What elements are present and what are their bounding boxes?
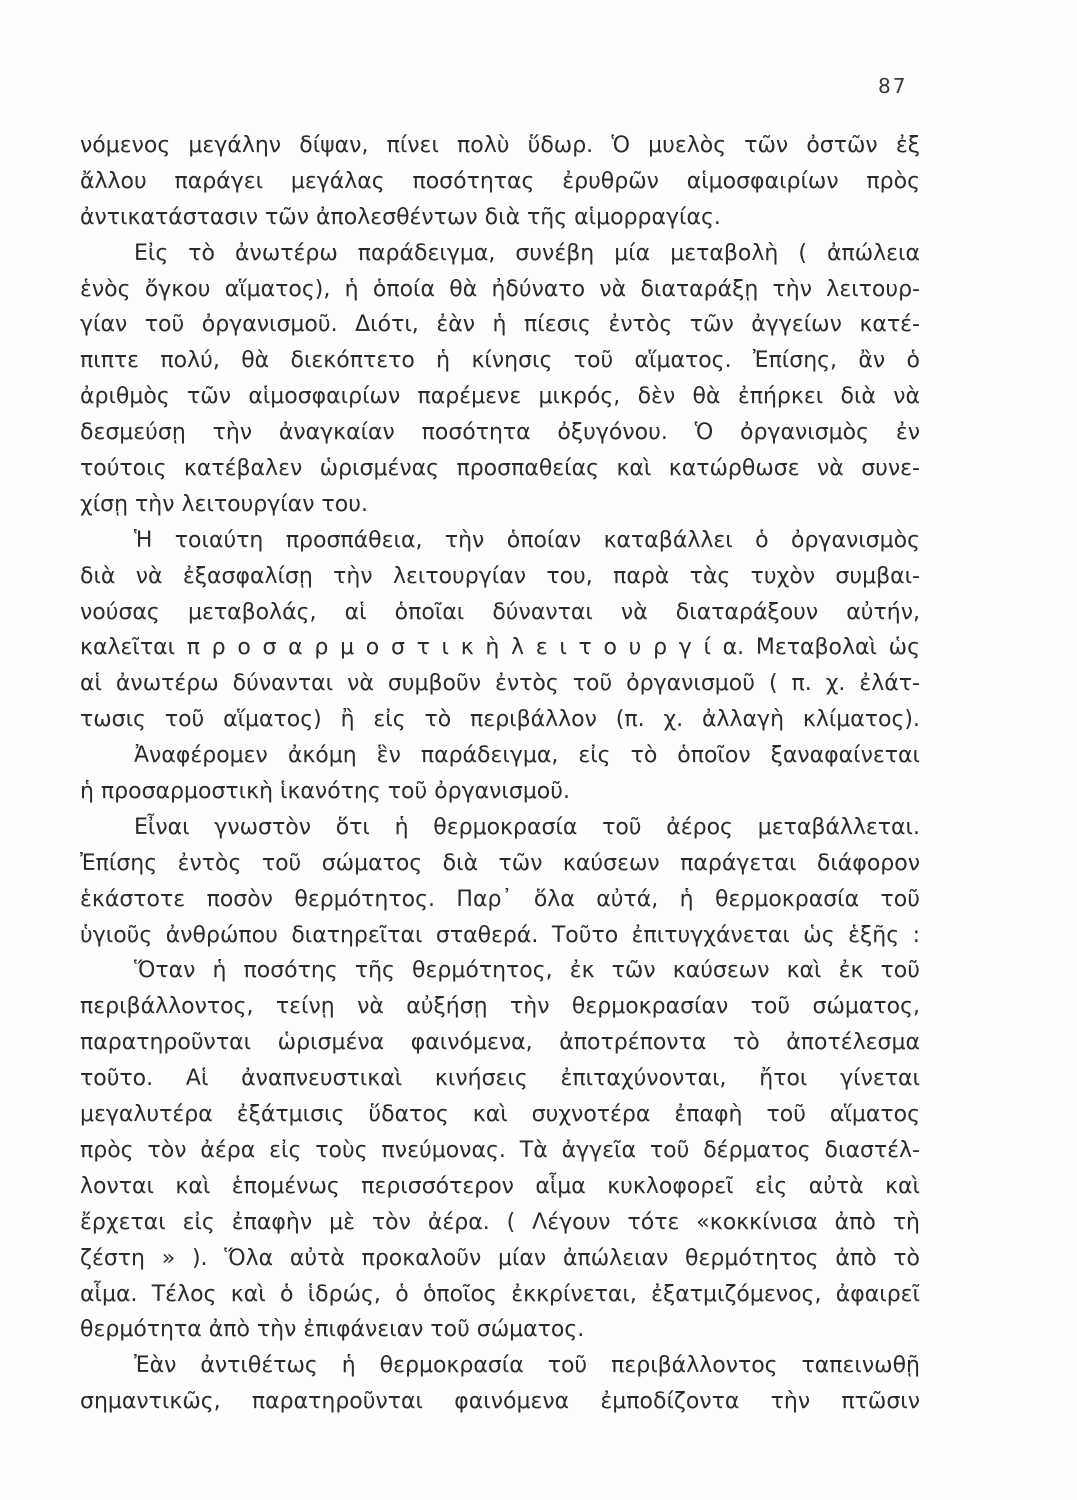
text-line: τούτοις κατέβαλεν ὡρισμένας προσπαθείας καὶ κατώρθωσε νὰ συνε- [80, 456, 920, 482]
text-line: Εἰς τὸ ἀνωτέρω παράδειγμα, συνέβη μία μεταβολὴ ( ἀπώλεια [134, 240, 920, 266]
page-number: 87 [878, 74, 908, 98]
text-line: αἷμα. Τέλος καὶ ὁ ἱδρώς, ὁ ὁποῖος ἐκκρίνεται, ἐξατμιζόμενος, ἀφαιρεῖ [80, 1281, 920, 1307]
text-line: Εἶναι γνωστὸν ὅτι ἡ θερμοκρασία τοῦ ἀέρος μεταβάλλεται. [134, 814, 920, 840]
text-line: ἑκάστοτε ποσὸν θερμότητος. Παρ᾽ ὅλα αὐτά, ἡ θερμοκρασία τοῦ [80, 886, 920, 912]
text-line: τωσις τοῦ αἵματος) ἢ εἰς τὸ περιβάλλον (π. χ. ἀλλαγὴ κλίματος). [80, 707, 920, 733]
text-line: παρατηροῦνται ὡρισμένα φαινόμενα, ἀποτρέποντα τὸ ἀποτέλεσμα [80, 1030, 920, 1056]
text-line: Ἐὰν ἀντιθέτως ἡ θερμοκρασία τοῦ περιβάλλοντος ταπεινωθῇ [134, 1353, 920, 1379]
text-line: νόμενος μεγάλην δίψαν, πίνει πολὺ ὕδωρ. Ὁ μυελὸς τῶν ὀστῶν ἐξ [80, 133, 920, 158]
text-line: Ἐπίσης ἐντὸς τοῦ σώματος διὰ τῶν καύσεων παράγεται διάφορον [80, 850, 920, 876]
text-line: δεσμεύσῃ τὴν ἀναγκαίαν ποσότητα ὀξυγόνου. Ὁ ὀργανισμὸς ἐν [80, 420, 920, 446]
text-line: αἱ ἀνωτέρω δύνανται νὰ συμβοῦν ἐντὸς τοῦ ὀργανισμοῦ ( π. χ. ἐλάτ- [80, 671, 920, 697]
text-line: ἀριθμὸς τῶν αἱμοσφαιρίων παρέμενε μικρός, δὲν θὰ ἐπήρκει διὰ νὰ [80, 384, 920, 410]
text-line: σημαντικῶς, παρατηροῦνται φαινόμενα ἐμποδίζοντα τὴν πτῶσιν [80, 1389, 920, 1415]
text-line: Ἡ τοιαύτη προσπάθεια, τὴν ὁποίαν καταβάλλει ὁ ὀργανισμὸς [134, 527, 920, 553]
text-line: τοῦτο. Αἱ ἀναπνευστικαὶ κινήσεις ἐπιταχύνονται, ἤτοι γίνεται [80, 1066, 920, 1092]
text-line: ἔρχεται εἰς ἐπαφὴν μὲ τὸν ἀέρα. ( Λέγουν τότε «κοκκίνισα ἀπὸ τὴ [80, 1209, 920, 1235]
text-line: περιβάλλοντος, τείνῃ νὰ αὐξήσῃ τὴν θερμοκρασίαν τοῦ σώματος, [80, 994, 920, 1020]
text-line: νούσας μεταβολάς, αἱ ὁποῖαι δύνανται νὰ διαταράξουν αὐτήν, [80, 599, 920, 625]
text-line: ἡ προσαρμοστικὴ ἱκανότης τοῦ ὀργανισμοῦ. [80, 779, 570, 805]
text-line: πρὸς τὸν ἀέρα εἰς τοὺς πνεύμονας. Τὰ ἀγγεῖα τοῦ δέρματος διαστέλ- [80, 1137, 920, 1163]
text-line: Ὅταν ἡ ποσότης τῆς θερμότητος, ἐκ τῶν καύσεων καὶ ἐκ τοῦ [134, 958, 920, 984]
text-line: πιπτε πολύ, θὰ διεκόπτετο ἡ κίνησις τοῦ αἵματος. Ἐπίσης, ἂν ὁ [80, 348, 920, 374]
text-line: Ἀναφέρομεν ἀκόμη ἓν παράδειγμα, εἰς τὸ ὁποῖον ξαναφαίνεται [134, 743, 920, 769]
text-line: θερμότητα ἀπὸ τὴν ἐπιφάνειαν τοῦ σώματος. [80, 1317, 585, 1343]
text-line: ἄλλου παράγει μεγάλας ποσότητας ἐρυθρῶν αἱμοσφαιρίων πρὸς [80, 168, 920, 194]
text-line: λονται καὶ ἑπομένως περισσότερον αἷμα κυκλοφορεῖ εἰς αὐτὰ καὶ [80, 1173, 920, 1199]
text-line: μεγαλυτέρα ἐξάτμισις ὕδατος καὶ συχνοτέρα ἐπαφὴ τοῦ αἵματος [80, 1102, 920, 1128]
body-text [80, 128, 920, 1420]
text-line: διὰ νὰ ἐξασφαλίσῃ τὴν λειτουργίαν του, παρὰ τὰς τυχὸν συμβαι- [80, 563, 920, 589]
text-line: καλεῖται π ρ ο σ α ρ μ ο σ τ ι κ ὴ λ ε ι τ ο υ ρ γ ί α. Μεταβολαὶ ὡς [80, 635, 920, 661]
text-line: ἀντικατάστασιν τῶν ἀπολεσθέντων διὰ τῆς αἱμορραγίας. [80, 204, 721, 230]
text-line: ἑνὸς ὄγκου αἵματος), ἡ ὁποία θὰ ἠδύνατο νὰ διαταράξῃ τὴν λειτουρ- [80, 276, 920, 302]
text-line: ὑγιοῦς ἀνθρώπου διατηρεῖται σταθερά. Τοῦτο ἐπιτυγχάνεται ὡς ἑξῆς : [80, 922, 920, 948]
text-line: γίαν τοῦ ὀργανισμοῦ. Διότι, ἐὰν ἡ πίεσις ἐντὸς τῶν ἀγγείων κατέ- [80, 312, 920, 338]
text-line: χίσῃ τὴν λειτουργίαν του. [80, 491, 368, 517]
text-line: ζέστη » ). Ὅλα αὐτὰ προκαλοῦν μίαν ἀπώλειαν θερμότητος ἀπὸ τὸ [80, 1245, 920, 1271]
